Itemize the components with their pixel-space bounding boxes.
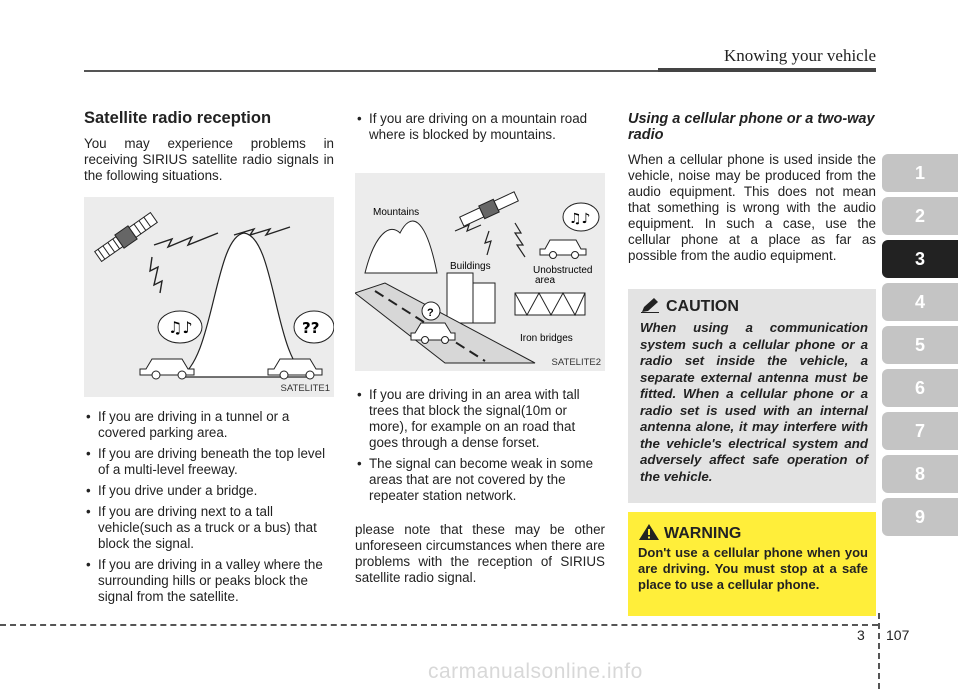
warning-triangle-icon: [638, 523, 660, 541]
chapter-tab-4[interactable]: 4: [882, 283, 958, 321]
running-header-title: Knowing your vehicle: [723, 46, 876, 65]
warning-text: Don't use a cellular phone when you are driving. You must stop at a safe place to use a cellular phone.: [638, 545, 868, 592]
list-item: • If you are driving on a mountain road where is blocked by mountains.: [355, 111, 605, 143]
note-paragraph: please note that these may be other unforeseen circumstances when there are problems with the reception of SIRIUS satellite radio signal.: [355, 522, 605, 585]
footer-divider: [878, 613, 880, 689]
pencil-icon: [640, 297, 660, 313]
list-item: • If you are driving in a valley where the surrounding hills or peaks block the signal from the satellite.: [84, 557, 334, 605]
satelite1-illustration: [84, 197, 334, 397]
chapter-tab-9[interactable]: 9: [882, 498, 958, 536]
satellite-icon: [459, 190, 519, 228]
label-unobstructed: Unobstructed: [533, 265, 593, 276]
figure-caption: SATELITE2: [551, 357, 601, 368]
chapter-tab-5[interactable]: 5: [882, 326, 958, 364]
list-item: • If you drive under a bridge.: [84, 483, 334, 499]
chapter-tab-7[interactable]: 7: [882, 412, 958, 450]
list-item: • If you are driving beneath the top level of a multi-level freeway.: [84, 446, 334, 478]
iron-bridge-icon: [515, 293, 585, 315]
car-left-icon: [140, 359, 194, 379]
chapter-tabs: [882, 154, 958, 541]
column-3: [628, 111, 876, 264]
chapter-tab-2[interactable]: 2: [882, 197, 958, 235]
label-iron-bridges: Iron bridges: [520, 333, 573, 344]
label-area: area: [535, 275, 556, 286]
list-item: • If you are driving next to a tall vehicle(such as a truck or a bus) that block the signal.: [84, 504, 334, 552]
chapter-tab-6[interactable]: 6: [882, 369, 958, 407]
section-heading: Satellite radio reception: [84, 109, 272, 127]
car-unobstructed-icon: [540, 240, 586, 259]
watermark: carmanualsonline.info: [428, 660, 643, 683]
satelite2-illustration: [355, 173, 605, 371]
intro-paragraph: You may experience problems in receiving SIRIUS satellite radio signals in the following situations.: [84, 136, 334, 183]
footer-rule: [0, 624, 878, 626]
figure-caption: SATELITE1: [280, 383, 330, 394]
column-2-bullets: [355, 387, 605, 586]
svg-text:♫♪: ♫♪: [168, 318, 193, 337]
obstruction-types-illustration: [355, 173, 605, 371]
warning-box: [628, 512, 876, 616]
cellular-paragraph: When a cellular phone is used inside the vehicle, noise may be produced from the audio equipment. This does not mean that something is wrong with the audio equipment. In such a case, use the cellular phone at a place as far as possible from the audio equipment.: [628, 152, 876, 263]
warning-title-text: WARNING: [664, 525, 742, 542]
page-number: 107: [886, 627, 910, 643]
chapter-tab-8[interactable]: 8: [882, 455, 958, 493]
caution-text: When using a communication system such a cellular phone or a radio set inside the vehicle, a separate external antenna must be fitted. When a cellular phone or a radio set is used with an internal antenna alone, it may interfere with the vehicle's electrical system and adversely affect safe operation of the vehicle.: [640, 320, 868, 484]
svg-text:?: ?: [427, 307, 434, 319]
satellite-icon: [94, 211, 159, 263]
satellite-blocked-illustration: [84, 197, 334, 397]
warning-title: [638, 523, 741, 543]
header-rule-accent: [658, 68, 876, 72]
svg-text:♫♪: ♫♪: [569, 211, 591, 227]
section-subheading: Using a cellular phone or a two-way radio: [628, 111, 875, 143]
label-buildings: Buildings: [450, 261, 491, 272]
column-1-bullets: [84, 409, 334, 610]
caution-box: [628, 289, 876, 503]
page-chapter-number: 3: [857, 627, 865, 643]
list-item: • If you are driving in an area with tall trees that block the signal(10m or more), for example on an road that goes through a dense forset.: [355, 387, 605, 451]
list-item: • The signal can become weak in some areas that are not covered by the repeater station network.: [355, 456, 605, 504]
chapter-tab-3[interactable]: 3: [882, 240, 958, 278]
caution-title-text: CAUTION: [666, 298, 739, 315]
column-2-top: [355, 111, 605, 148]
svg-text:??: ??: [302, 319, 320, 337]
caution-title: [640, 297, 739, 316]
chapter-tab-1[interactable]: 1: [882, 154, 958, 192]
column-1: [84, 110, 334, 184]
buildings-icon: [447, 273, 495, 323]
list-item: • If you are driving in a tunnel or a covered parking area.: [84, 409, 334, 441]
label-mountains: Mountains: [373, 207, 420, 218]
